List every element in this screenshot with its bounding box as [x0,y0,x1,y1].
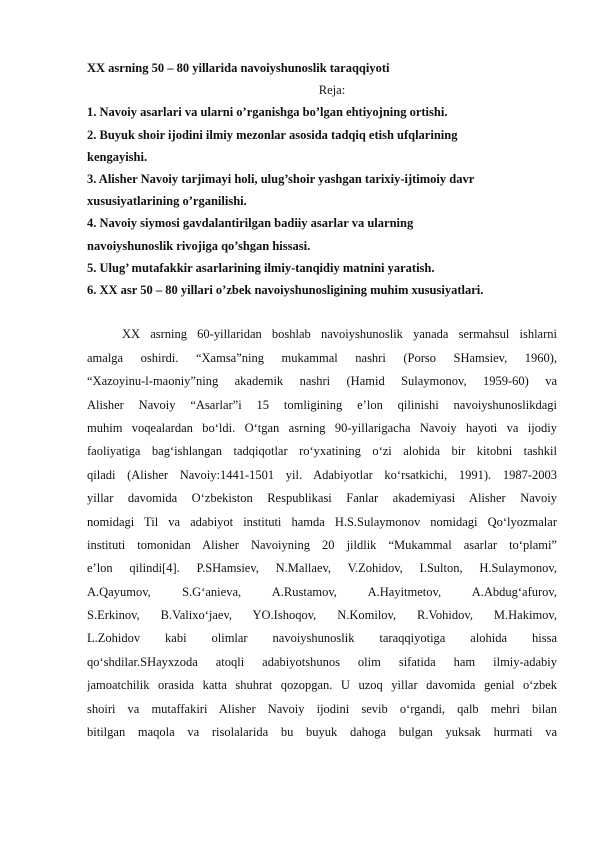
plan-heading: Reja: [318,83,346,98]
paragraph-line: faoliyatiga bag‘ishlangan tadqiqotlar ro‘yxatining o‘zi alohida bir kitobni tashkil [87,444,557,459]
paragraph-line: XX asrning 60-yillaridan boshlab navoiyshunoslik yanada sermahsul ishlarni [122,327,557,342]
paragraph-line: instituti tomonidan Alisher Navoiyning 20 jildlik “Mukammal asarlar to‘plami” [87,537,557,552]
paragraph-line: qo‘shdilar.SHayxzoda atoqli adabiyotshunos olim sifatida ham ilmiy-adabiy [87,654,557,669]
plan-item: kengayishi. [87,149,148,164]
paragraph-line: shoiri va mutaffakiri Alisher Navoiy ijodini sevib o‘rgandi, qalb mehri bilan [87,701,557,716]
plan-item: 1. Navoiy asarlari va ularni o’rganishga bo’lgan ehtiyojning ortishi. [87,105,448,120]
paragraph-line: “Xazoyinu-l-maoniy”ning akademik nashri (Hamid Sulaymonov, 1959-60) va [87,374,557,389]
plan-item: 2. Buyuk shoir ijodini ilmiy mezonlar asosida tadqiq etish ufqlarining [87,127,458,142]
plan-item: navoiyshunoslik rivojiga qo’shgan hissasi. [87,238,311,253]
document-page [87,57,557,744]
plan-list [87,101,557,301]
paragraph-line: muhim voqealardan bo‘ldi. O‘tgan asrning 90-yillarigacha Navoiy hayoti va ijodiy [87,420,557,435]
paragraph-line: A.Qayumov, S.G‘anieva, A.Rustamov, A.Hayitmetov, A.Abdug‘afurov, [87,584,557,599]
paragraph-line: bitilgan maqola va risolalarida bu buyuk dahoga bulgan yuksak hurmati va [87,725,557,740]
plan-item: 6. XX asr 50 – 80 yillari o’zbek navoiyshunosligining muhim xususiyatlari. [87,283,484,297]
paragraph-line: L.Zohidov kabi olimlar navoiyshunoslik taraqqiyotiga alohida hissa [87,631,557,646]
plan-item: xususiyatlarining o’rganilishi. [87,194,247,209]
section-spacer [87,301,557,323]
paragraph-line: jamoatchilik orasida katta shuhrat qozopgan. U uzoq yillar davomida genial o‘zbek [87,678,557,693]
paragraph-line: amalga oshirdi. “Xamsa”ning mukammal nashri (Porso SHamsiev, 1960), [87,350,557,365]
paragraph-line: S.Erkinov, B.Valixo‘jaev, YO.Ishoqov, N.Komilov, R.Vohidov, M.Hakimov, [87,608,557,623]
paragraph-line: qiladi (Alisher Navoiy:1441-1501 yil. Adabiyotlar ko‘rsatkichi, 1991). 1987-2003 [87,467,557,482]
plan-item: 5. Ulug’ mutafakkir asarlarining ilmiy-tanqidiy matnini yaratish. [87,260,435,275]
paragraph-line: Alisher Navoiy “Asarlar”i 15 tomligining e’lon qilinishi navoiyshunoslikdagi [87,397,557,412]
document-title: XX asrning 50 – 80 yillarida navoiyshunoslik taraqqiyoti [87,61,390,75]
paragraph-line: nomidagi Til va adabiyot instituti hamda H.S.Sulaymonov nomidagi Qo‘lyozmalar [87,514,557,529]
paragraph-line: yillar davomida O‘zbekiston Respublikasi Fanlar akademiyasi Alisher Navoiy [87,491,557,506]
plan-item: 3. Alisher Navoiy tarjimayi holi, ulug’shoir yashgan tarixiy-ijtimoiy davr [87,171,475,186]
body-paragraph [87,323,557,744]
paragraph-line: e’lon qilindi[4]. P.SHamsiev, N.Mallaev, V.Zohidov, I.Sulton, H.Sulaymonov, [87,561,557,576]
plan-item: 4. Navoiy siymosi gavdalantirilgan badiiy asarlar va ularning [87,216,414,231]
